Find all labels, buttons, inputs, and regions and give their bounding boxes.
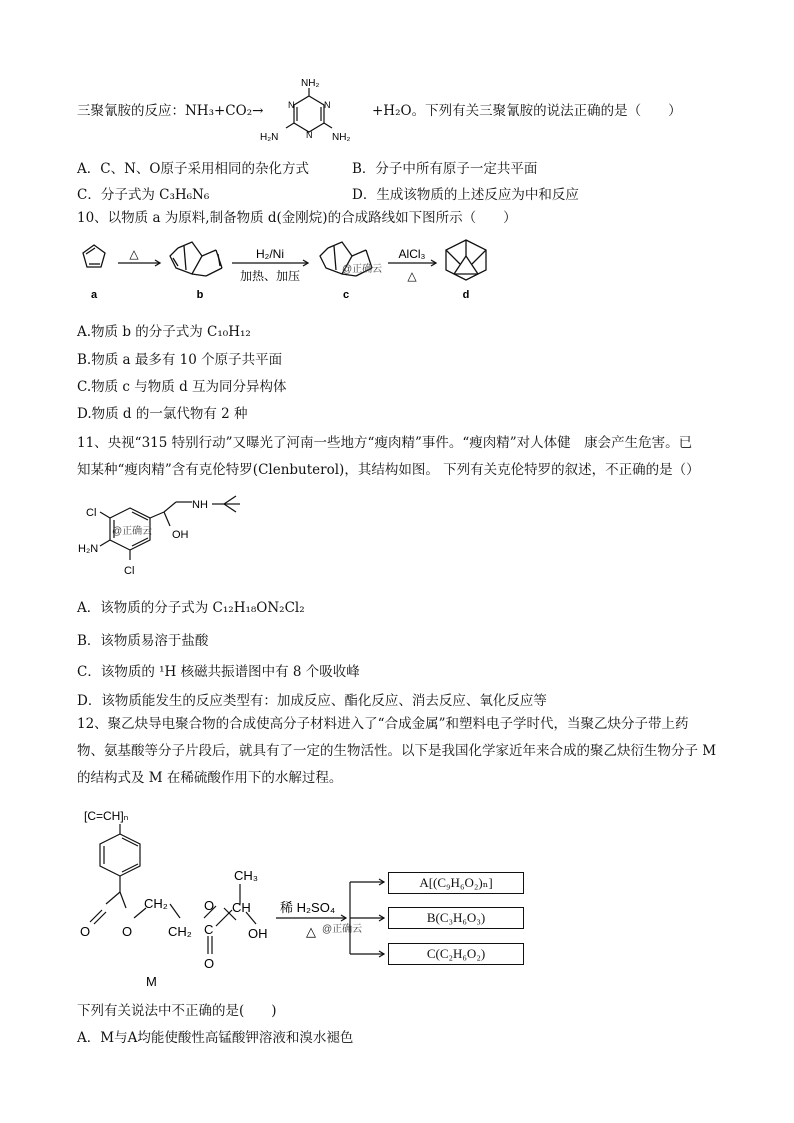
label-b: b [196, 289, 204, 301]
adamantane-synthesis-scheme [74, 234, 494, 306]
q9-option-b: B．分子中所有原子一定共平面 [352, 161, 538, 177]
q9-intro-suffix: +H₂O。下列有关三聚氰胺的说法正确的是（ ） [372, 103, 682, 119]
q11-option-b: B．该物质易溶于盐酸 [77, 633, 209, 649]
m-oh: OH [248, 926, 268, 941]
clenbuterol-watermark: @正确云 [112, 526, 153, 537]
clenbuterol-oh: OH [172, 529, 189, 541]
m-reagent-top: 稀 H₂SO₄ [280, 900, 336, 915]
clenbuterol-h2n: H₂N [78, 543, 99, 555]
clenbuterol-nh: NH [192, 499, 208, 511]
m-ester-c2: C [204, 922, 214, 937]
melamine-nh2-top: NH₂ [301, 78, 320, 89]
q12-stem-line2: 物、氨基酸等分子片段后，就具有了一定的生物活性。以下是我国化学家近年来合成的聚乙炔衍生物分子 M [77, 743, 717, 759]
melamine-structure [248, 74, 372, 152]
m-ch2-a: CH₂ [144, 896, 168, 911]
scheme-step3-bottom: △ [407, 269, 417, 283]
q10-stem: 10、以物质 a 为原料,制备物质 d(金刚烷)的合成路线如下图所示（ ） [77, 210, 517, 226]
clenbuterol-structure [76, 490, 256, 578]
q9-intro-prefix: 三聚氰胺的反应：NH₃+CO₂→ [77, 103, 264, 119]
product-a-box: A[(C₉H₆O₂)ₙ] [388, 872, 524, 894]
melamine-n3: N [306, 130, 313, 140]
m-reagent-bottom: △ [306, 924, 316, 939]
q10-option-c: C.物质 c 与物质 d 互为同分异构体 [77, 379, 287, 395]
m-ch2-b: CH₂ [168, 924, 192, 939]
clenbuterol-cl-bottom: Cl [124, 565, 135, 577]
melamine-nh2-right: NH₂ [332, 132, 351, 143]
m-ch: CH [232, 900, 251, 915]
scheme-step3-top: AlCl₃ [398, 247, 426, 261]
scheme-watermark: @正确云 [342, 264, 383, 275]
q9-option-a: A．C、N、O原子采用相同的杂化方式 [77, 161, 309, 177]
q10-option-a: A.物质 b 的分子式为 C₁₀H₁₂ [77, 324, 251, 340]
product-b-box: B(C₃H₆O₃) [388, 907, 524, 929]
q9-option-c: C．分子式为 C₃H₆N₆ [77, 187, 210, 203]
m-label: M [146, 974, 157, 989]
q9-option-d: D．生成该物质的上述反应为中和反应 [352, 187, 579, 203]
m-watermark: @正确云 [322, 924, 363, 935]
scheme-step2-bottom: 加热、加压 [239, 269, 301, 283]
q11-stem-line1: 11、央视“315 特别行动”又曝光了河南一些地方“瘦肉精”事件。“瘦肉精”对人体健 康会产生危害。已 [77, 435, 693, 451]
m-ether-o: O [204, 898, 215, 913]
q12-question: 下列有关说法中不正确的是( ) [77, 1003, 277, 1019]
q12-stem-line1: 12、聚乙炔导电聚合物的合成使高分子材料进入了“合成金属”和塑料电子学时代，当聚乙炔分子带上药 [77, 716, 689, 732]
q11-stem-line2: 知某种“瘦肉精”含有克伦特罗(Clenbuterol)，其结构如图。 下列有关克伦特罗的叙述，不正确的是（） [77, 462, 700, 478]
q10-option-d: D.物质 d 的一氯代物有 2 种 [77, 406, 248, 422]
q11-option-d: D．该物质能发生的反应类型有：加成反应、酯化反应、消去反应、氧化反应等 [77, 693, 547, 709]
m-carbonyl-o1: O [80, 924, 91, 939]
m-ch3: CH₃ [234, 868, 259, 883]
m-carbonyl-o2: O [204, 956, 215, 971]
melamine-h2n-left: H₂N [260, 132, 279, 143]
q11-option-c: C．该物质的 ¹H 核磁共振谱图中有 8 个吸收峰 [77, 664, 360, 680]
label-d: d [462, 289, 470, 301]
label-c: c [342, 289, 350, 301]
clenbuterol-cl-top: Cl [86, 507, 97, 519]
m-ester-o1: O [122, 924, 133, 939]
hydrolysis-branch-arrows [346, 872, 388, 964]
q10-option-b: B.物质 a 最多有 10 个原子共平面 [77, 352, 283, 368]
melamine-n1: N [288, 100, 295, 110]
m-polymer-backbone: [C=CH]ₙ [84, 809, 129, 823]
product-c-box: C(C₂H₆O₂) [388, 943, 524, 965]
q12-stem-line3: 的结构式及 M 在稀硫酸作用下的水解过程。 [77, 770, 343, 786]
melamine-n2: N [324, 100, 331, 110]
q12-option-a: A．M与A均能使酸性高锰酸钾溶液和溴水褪色 [77, 1030, 354, 1046]
q11-option-a: A．该物质的分子式为 C₁₂H₁₈ON₂Cl₂ [77, 600, 305, 616]
label-a: a [90, 289, 98, 301]
scheme-step2-top: H₂/Ni [256, 247, 284, 261]
scheme-step1-delta: △ [129, 247, 139, 261]
